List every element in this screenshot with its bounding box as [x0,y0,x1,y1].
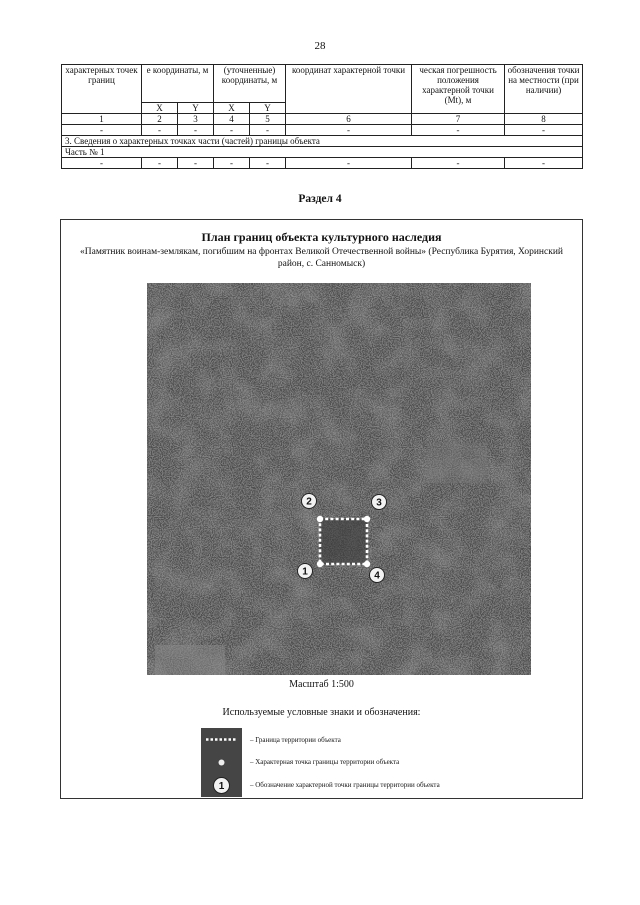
column-number: 6 [286,114,412,125]
dash-cell: - [142,158,178,169]
point-dot [317,516,323,522]
header-point-name: характерных точек границ [62,65,142,114]
point-dot-icon [201,751,242,774]
table-row [62,114,583,125]
point-marker-3 [372,495,387,510]
dash-cell: - [178,125,214,136]
column-number: 5 [250,114,286,125]
point-label-4: 4 [374,570,380,582]
column-number: 3 [178,114,214,125]
point-marker-4 [370,568,385,583]
dash-cell: - [412,125,505,136]
dash-cell: - [178,158,214,169]
column-number: 7 [412,114,505,125]
dash-cell: - [62,158,142,169]
table-row [62,125,583,136]
legend-number-label: 1 [218,781,225,792]
column-number: 8 [505,114,583,125]
aerial-map [147,283,531,675]
dash-cell: - [142,125,178,136]
header-error: ческая погрешность положения характерной точки (Mt), м [412,65,505,114]
table-row [62,136,583,147]
plan-title: План границ объекта культурного наследия [201,230,442,244]
numbered-point-icon [201,774,242,797]
dash-cell: - [250,125,286,136]
point-marker-1 [298,564,313,579]
dotted-line-icon [201,728,242,751]
coordinates-table [61,64,583,169]
table-row [62,158,583,169]
dash-cell: - [286,158,412,169]
column-number: 4 [214,114,250,125]
sub-header-y: Y [178,103,214,114]
header-coords: е координаты, м [142,65,214,103]
point-dot [364,561,370,567]
dash-cell: - [250,158,286,169]
point-label-1: 1 [302,566,308,578]
header-refined-coords: (уточненные) координаты, м [214,65,286,103]
sub-header-y: Y [250,103,286,114]
header-method: координат характерной точки [286,65,412,114]
legend-point-text: – Характерная точка границы территории объекта [250,758,400,766]
header-marking: обозначения точки на местности (при наличии) [505,65,583,114]
plan-frame [60,219,583,799]
dash-cell: - [286,125,412,136]
dash-cell: - [62,125,142,136]
map-scale: Масштаб 1:500 [289,679,354,690]
column-number: 1 [62,114,142,125]
dash-cell: - [412,158,505,169]
point-marker-2 [302,494,317,509]
dash-cell: - [214,158,250,169]
point-dot [364,516,370,522]
sub-header-x: X [142,103,178,114]
point-dot [317,561,323,567]
legend-numbered-text: – Обозначение характерной точки границы территории объекта [250,781,440,789]
dash-cell: - [505,125,583,136]
point-label-2: 2 [306,496,312,508]
legend-boundary-text: – Граница территории объекта [250,736,341,744]
page-number: 28 [314,40,326,52]
plan-subtitle: «Памятник воинам-землякам, погибшим на фронтах Великой Отечественной войны» (Республика Бурятия, Хоринский район, с. Санномыск) [80,247,563,269]
sub-header-x: X [214,103,250,114]
dash-cell: - [505,158,583,169]
column-number: 2 [142,114,178,125]
section-title: Раздел 4 [298,193,342,205]
aerial-map-image [147,283,531,675]
table-row [62,147,583,158]
dash-cell: - [214,125,250,136]
point-label-3: 3 [376,497,382,509]
legend-title: Используемые условные знаки и обозначения: [222,707,421,718]
part-row: Часть № 1 [62,147,583,158]
section-row: 3. Сведения о характерных точках части (частей) границы объекта [62,136,583,147]
